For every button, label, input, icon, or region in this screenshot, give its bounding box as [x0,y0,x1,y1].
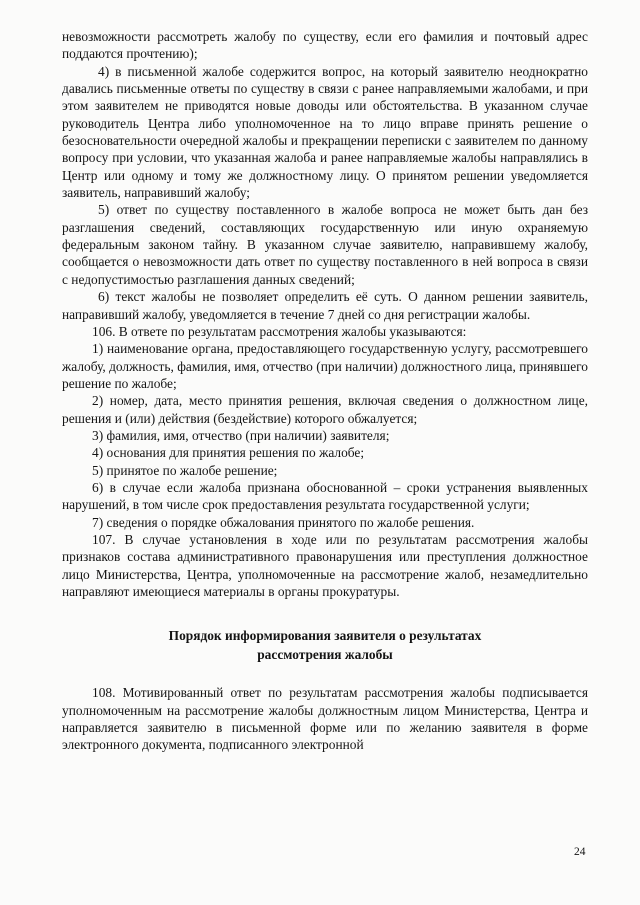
answer-item-5: 5) принятое по жалобе решение; [92,462,278,478]
paragraph-106: 106. В ответе по результатам рассмотрения жалобы указываются: [92,323,467,339]
section-heading-line-2: рассмотрения жалобы [257,647,393,663]
paragraph-107: 107. В случае установления в ходе или по результатам рассмотрения жалобы признаков состава административного правонарушения или преступления должностное лицо Министерства, Центра, уполномоченные на рассмотрение жалоб, незамедлительно направляют имеющиеся материалы в органы прокуратуры. [62,531,588,599]
section-heading-line-1: Порядок информирования заявителя о результатах [168,628,482,644]
paragraph-108: 108. Мотивированный ответ по результатам рассмотрения жалобы подписывается уполномоченным на рассмотрение жалобы должностным лицом Министерства, Центра и направляется заявителю в письменной форме или по желанию заявителя в форме электронного документа, подписанного электронной [62,685,588,753]
list-item-4: 4) в письменной жалобе содержится вопрос, на который заявителю неоднократно давались письменные ответы по существу в связи с ранее направляемыми жалобами, и при этом заявителем не приводятся новые доводы или обстоятельства. В указанном случае руководитель Центра либо уполномоченное на то лицо вправе принять решение о безосновательности очередной жалобы и прекращении переписки с заявителем по данному вопросу при условии, что указанная жалоба и ранее направляемые жалобы направлялись в Центр или одному и тому же должностному лицу. О принятом решении уведомляется заявитель, направивший жалобу; [62,63,588,201]
answer-item-7: 7) сведения о порядке обжалования принятого по жалобе решения. [92,514,475,530]
answer-item-4: 4) основания для принятия решения по жалобе; [92,445,365,461]
list-item-6: 6) текст жалобы не позволяет определить её суть. О данном решении заявитель, направивший жалобу, уведомляется в течение 7 дней со дня регистрации жалобы. [62,289,588,322]
list-item-5: 5) ответ по существу поставленного в жалобе вопроса не может быть дан без разглашения сведений, составляющих государственную или иную охраняемую федеральным законом тайну. В указанном случае заявителю, направившему жалобу, сообщается о невозможности дать ответ по существу поставленного в ней вопроса в связи с недопустимостью разглашения данных сведений; [62,202,588,287]
paragraph-continuation: невозможности рассмотреть жалобу по существу, если его фамилия и почтовый адрес поддаются прочтению); [62,29,588,62]
answer-item-1: 1) наименование органа, предоставляющего государственную услугу, рассмотревшего жалобу, должность, фамилия, имя, отчество (при наличии) должностного лица, принявшего решение по жалобе; [62,341,588,391]
answer-item-6: 6) в случае если жалоба признана обоснованной – сроки устранения выявленных нарушений, в том числе срок предоставления результата государственной услуги; [62,479,588,513]
answer-item-2: 2) номер, дата, место принятия решения, включая сведения о должностном лице, решения и (или) действия (бездействие) которого обжалуется; [62,393,588,426]
page-body [62,28,588,754]
answer-item-3: 3) фамилия, имя, отчество (при наличии) заявителя; [92,427,390,443]
page-number: 24 [574,846,586,858]
